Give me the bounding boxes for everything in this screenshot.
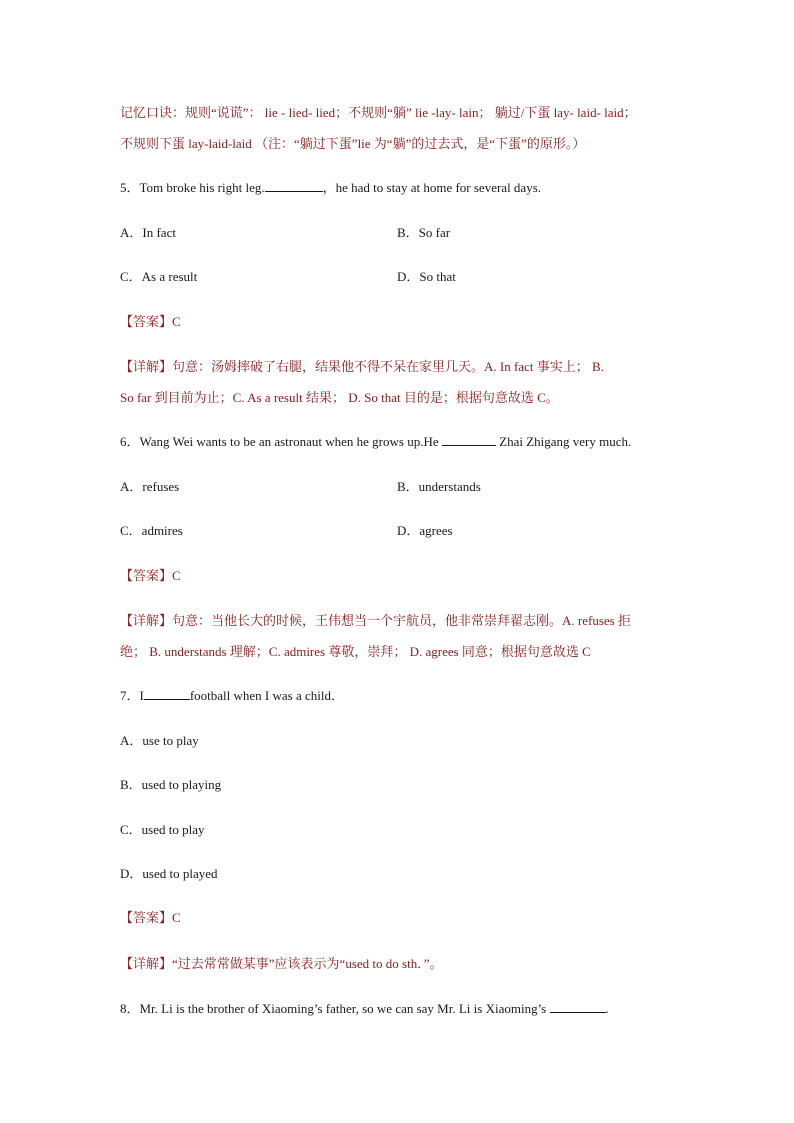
question-6-option-c: C．admires <box>120 523 183 538</box>
question-7-detail-line-1 <box>120 955 442 973</box>
question-5-blank <box>265 179 323 192</box>
question-6-prefix: 6．Wang Wei wants to be an astronaut when he grows up.He <box>120 434 439 449</box>
question-6-detail-line-2: 绝； B. understands 理解；C. admires 尊敬，崇拜； D. agrees 同意；根据句意故选 C <box>120 644 591 659</box>
question-7-prefix: 7．I <box>120 688 144 703</box>
detail-label: 【详解】 <box>120 359 173 374</box>
answer-label: 【答案】 <box>120 314 173 329</box>
question-7 <box>120 687 344 705</box>
question-5-option-a: A．In fact <box>120 225 176 240</box>
question-8 <box>120 1000 609 1018</box>
question-5-detail-line-1 <box>120 358 604 376</box>
answer-label: 【答案】 <box>120 568 173 583</box>
question-6-detail-line-1 <box>120 612 631 630</box>
question-8-prefix: 8．Mr. Li is the brother of Xiaoming’s father, so we can say Mr. Li is Xiaoming’s <box>120 1001 547 1016</box>
question-5-suffix: ，he had to stay at home for several days. <box>322 180 542 195</box>
question-7-option-d: D．used to played <box>120 866 218 881</box>
question-6 <box>120 433 631 451</box>
answer-label: 【答案】 <box>120 910 173 925</box>
question-6-answer <box>120 567 181 585</box>
memo-line-1: 记忆口诀：规则“说谎”： lie - lied- lied；不规则“躺” lie -lay- lain； 躺过/下蛋 lay- laid- laid； <box>120 105 637 120</box>
detail-text: 句意：当他长大的时候，王伟想当一个宇航员，他非常崇拜翟志刚。A. refuses 拒 <box>172 613 631 628</box>
detail-text: “过去常常做某事”应该表示为“used to do sth．”。 <box>172 956 443 971</box>
question-5-option-b: B．So far <box>397 225 451 240</box>
answer-value: C <box>172 568 181 583</box>
question-7-suffix: football when I was a child． <box>189 688 344 703</box>
question-7-option-a: A．use to play <box>120 733 199 748</box>
question-6-suffix: Zhai Zhigang very much. <box>499 434 632 449</box>
question-6-blank <box>442 433 496 446</box>
question-5-prefix: 5．Tom broke his right leg. <box>120 180 265 195</box>
detail-label: 【详解】 <box>120 613 173 628</box>
question-8-blank <box>550 1000 606 1013</box>
detail-text: 句意：汤姆摔破了右腿，结果他不得不呆在家里几天。A. In fact 事实上； B. <box>172 359 604 374</box>
answer-value: C <box>172 314 181 329</box>
question-6-option-d: D．agrees <box>397 523 453 538</box>
detail-label: 【详解】 <box>120 956 173 971</box>
question-5 <box>120 179 541 197</box>
question-6-option-a: A．refuses <box>120 479 180 494</box>
question-7-answer <box>120 909 181 927</box>
question-7-option-c: C．used to play <box>120 822 205 837</box>
question-7-blank <box>144 687 190 700</box>
question-5-detail-line-2: So far 到目前为止；C. As a result 结果； D. So that 目的是；根据句意故选 C。 <box>120 390 559 405</box>
question-5-answer <box>120 313 181 331</box>
question-8-suffix: . <box>605 1001 609 1016</box>
question-7-option-b: B．used to playing <box>120 777 222 792</box>
question-5-option-d: D．So that <box>397 269 456 284</box>
memo-line-2: 不规则下蛋 lay-laid-laid （注：“躺过下蛋”lie 为“躺”的过去式，是“下蛋”的原形。） <box>120 136 586 151</box>
answer-value: C <box>172 910 181 925</box>
question-6-option-b: B．understands <box>397 479 481 494</box>
question-5-option-c: C．As a result <box>120 269 198 284</box>
